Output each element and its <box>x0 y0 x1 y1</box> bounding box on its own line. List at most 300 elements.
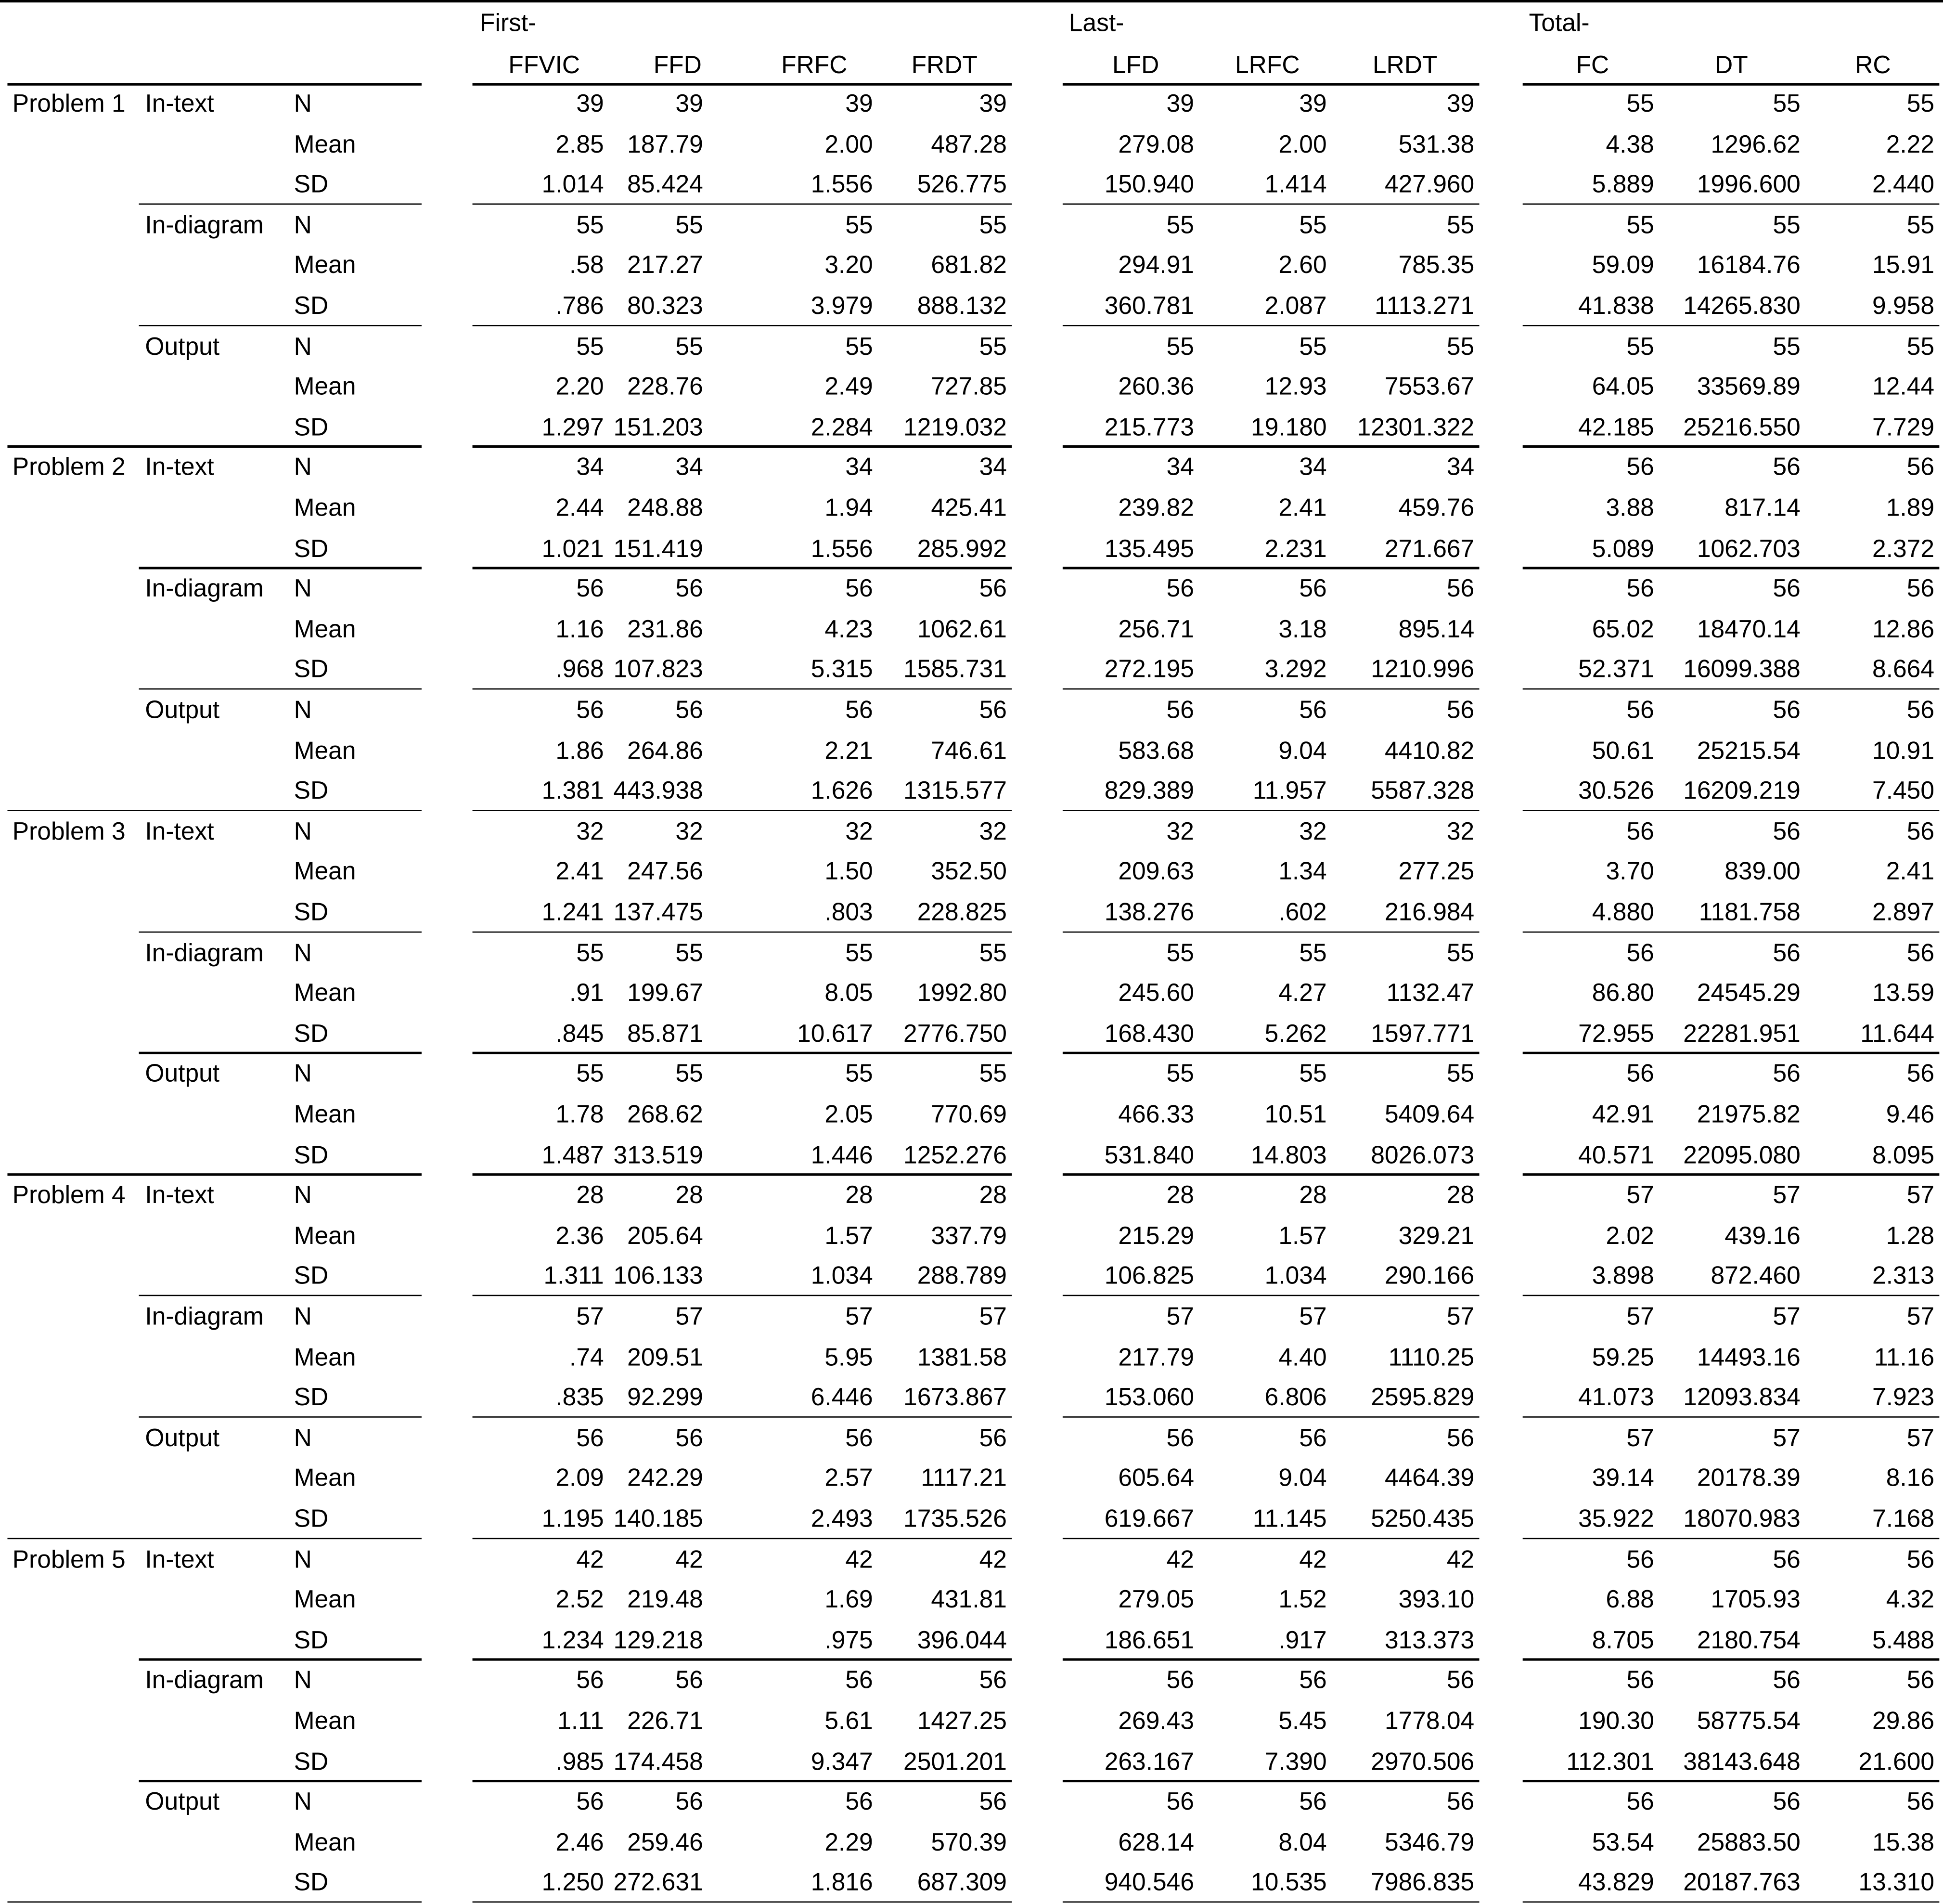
table-cell: 52.371 <box>1578 656 1654 684</box>
table-cell: 34 <box>979 454 1007 482</box>
table-cell: 55 <box>576 333 604 361</box>
table-cell: 2.231 <box>1264 535 1327 563</box>
table-cell: 1.487 <box>541 1141 604 1169</box>
table-cell: 12.93 <box>1264 373 1327 401</box>
table-cell: 151.203 <box>613 414 703 441</box>
table-cell: 55 <box>576 939 604 967</box>
table-cell: 55 <box>1166 333 1194 361</box>
table-cell: 4410.82 <box>1384 737 1475 765</box>
table-cell: 39 <box>675 91 703 118</box>
table-cell: 1585.731 <box>903 656 1007 684</box>
table-cell: 32 <box>845 818 873 846</box>
table-cell: 28 <box>675 1182 703 1210</box>
table-cell: 10.535 <box>1251 1869 1327 1897</box>
table-cell: 1.241 <box>541 899 604 927</box>
table-cell: 137.475 <box>613 899 703 927</box>
table-cell: 2.02 <box>1606 1222 1654 1250</box>
table-cell: 3.70 <box>1606 858 1654 886</box>
table-cell: 260.36 <box>1118 373 1194 401</box>
table-cell: 5409.64 <box>1384 1101 1475 1129</box>
condition-rule <box>1523 931 1940 933</box>
table-cell: 11.957 <box>1252 777 1327 805</box>
table-cell: 2.09 <box>555 1465 604 1493</box>
table-cell: 219.48 <box>627 1586 703 1614</box>
table-cell: 1.50 <box>824 858 873 886</box>
condition-rule <box>473 203 1012 205</box>
table-cell: 41.838 <box>1578 293 1654 320</box>
stat-label: N <box>294 1788 312 1816</box>
table-cell: 2.21 <box>824 737 873 765</box>
table-cell: 5587.328 <box>1371 777 1475 805</box>
condition-rule <box>473 1295 1012 1296</box>
problem-rule <box>1063 1173 1480 1175</box>
table-cell: 12301.322 <box>1357 414 1475 441</box>
condition-rule <box>1063 1780 1480 1782</box>
condition-rule <box>473 1780 1012 1782</box>
table-cell: 56 <box>1906 697 1935 725</box>
table-cell: 56 <box>1446 1667 1475 1695</box>
table-cell: 107.823 <box>613 656 703 684</box>
table-cell: 56 <box>1773 454 1801 482</box>
table-cell: 56 <box>1626 1788 1654 1816</box>
table-cell: 106.133 <box>613 1263 703 1291</box>
table-cell: 39 <box>979 91 1007 118</box>
table-cell: 1252.276 <box>903 1141 1007 1169</box>
table-cell: 1778.04 <box>1384 1708 1475 1736</box>
table-cell: 39 <box>845 91 873 118</box>
problem-rule <box>1063 810 1480 812</box>
stat-label: SD <box>294 899 329 927</box>
table-cell: 186.651 <box>1104 1627 1194 1655</box>
condition-rule <box>473 931 1012 933</box>
table-cell: 15.38 <box>1872 1829 1935 1857</box>
table-cell: 57 <box>1299 1303 1327 1331</box>
table-cell: 13.310 <box>1858 1869 1935 1897</box>
table-cell: 55 <box>675 1061 703 1088</box>
condition-rule <box>139 1780 422 1782</box>
table-cell: 269.43 <box>1118 1708 1194 1736</box>
table-cell: 55 <box>1299 333 1327 361</box>
table-cell: 259.46 <box>627 1829 703 1857</box>
table-cell: 8.05 <box>824 980 873 1008</box>
table-cell: 9.04 <box>1278 737 1327 765</box>
table-cell: 8.664 <box>1872 656 1935 684</box>
table-cell: 2.22 <box>1886 131 1935 158</box>
table-cell: 5.089 <box>1592 535 1654 563</box>
stat-label: SD <box>294 1384 329 1412</box>
table-cell: 57 <box>1626 1425 1654 1452</box>
table-cell: 56 <box>1166 697 1194 725</box>
column-header-fc: FC <box>1576 52 1609 79</box>
table-cell: 1.414 <box>1264 171 1327 199</box>
table-cell: 42.91 <box>1592 1101 1654 1129</box>
table-cell: 1.69 <box>824 1586 873 1614</box>
table-cell: 55 <box>1299 212 1327 239</box>
table-cell: 271.667 <box>1384 535 1475 563</box>
table-cell: 56 <box>1446 1788 1475 1816</box>
condition-label: Output <box>145 1788 220 1816</box>
table-cell: 1.86 <box>555 737 604 765</box>
table-cell: 7553.67 <box>1384 373 1475 401</box>
table-cell: 2.20 <box>555 373 604 401</box>
table-cell: 39 <box>1166 91 1194 118</box>
column-header-ffvic: FFVIC <box>508 52 580 79</box>
stat-label: SD <box>294 1869 329 1897</box>
table-cell: 2776.750 <box>903 1020 1007 1048</box>
table-cell: 55 <box>1906 212 1935 239</box>
table-cell: 199.67 <box>627 980 703 1008</box>
problem-rule <box>7 446 421 448</box>
condition-rule <box>139 324 422 326</box>
table-cell: 53.54 <box>1592 1829 1654 1857</box>
condition-rule <box>473 1052 1012 1054</box>
table-cell: 55 <box>979 212 1007 239</box>
table-cell: 1.89 <box>1886 494 1935 522</box>
table-cell: 57 <box>1773 1182 1801 1210</box>
table-cell: 24545.29 <box>1697 980 1801 1008</box>
table-cell: 35.922 <box>1578 1505 1654 1533</box>
table-cell: 55 <box>845 1061 873 1088</box>
table-cell: 1427.25 <box>917 1708 1007 1736</box>
table-cell: 1110.25 <box>1388 1344 1475 1372</box>
stat-label: SD <box>294 1627 329 1655</box>
stat-label: SD <box>294 414 329 441</box>
table-cell: 56 <box>845 575 873 603</box>
column-header-frfc: FRFC <box>781 52 848 79</box>
table-cell: 56 <box>1906 1546 1935 1574</box>
table-cell: 106.825 <box>1104 1263 1194 1291</box>
condition-rule <box>139 567 422 569</box>
condition-rule <box>1523 1416 1940 1418</box>
table-cell: 56 <box>1166 1425 1194 1452</box>
table-cell: 55 <box>675 939 703 967</box>
stat-label: Mean <box>294 131 356 158</box>
table-cell: 55 <box>1626 212 1654 239</box>
table-cell: 168.430 <box>1104 1020 1194 1048</box>
table-cell: 393.10 <box>1398 1586 1475 1614</box>
condition-label: In-diagram <box>145 1667 264 1695</box>
table-cell: 56 <box>1166 575 1194 603</box>
table-cell: 8.095 <box>1872 1141 1935 1169</box>
table-cell: 10.617 <box>797 1020 873 1048</box>
table-cell: 1.021 <box>541 535 604 563</box>
table-cell: 150.940 <box>1104 171 1194 199</box>
table-cell: 248.88 <box>627 494 703 522</box>
table-cell: 10.91 <box>1872 737 1935 765</box>
table-cell: 39 <box>1299 91 1327 118</box>
table-cell: 40.571 <box>1578 1141 1654 1169</box>
table-cell: 55 <box>1446 939 1475 967</box>
table-cell: 2.41 <box>1886 858 1935 886</box>
column-header-lfd: LFD <box>1112 52 1159 79</box>
table-cell: 55 <box>979 333 1007 361</box>
table-cell: 140.185 <box>613 1505 703 1533</box>
table-cell: 56 <box>1299 1667 1327 1695</box>
table-cell: 360.781 <box>1104 293 1194 320</box>
table-cell: 11.644 <box>1860 1020 1935 1048</box>
table-cell: 56 <box>1166 1788 1194 1816</box>
table-cell: 55 <box>1166 212 1194 239</box>
table-cell: 11.16 <box>1874 1344 1935 1372</box>
table-cell: 1.234 <box>541 1627 604 1655</box>
problem-rule <box>1523 1173 1940 1175</box>
table-cell: 2.46 <box>555 1829 604 1857</box>
header-rule <box>7 83 421 85</box>
table-cell: 4.32 <box>1886 1586 1935 1614</box>
condition-label: In-diagram <box>145 939 264 967</box>
table-cell: 55 <box>979 1061 1007 1088</box>
table-cell: 57 <box>1773 1425 1801 1452</box>
table-cell: 2501.201 <box>903 1748 1007 1776</box>
table-cell: 337.79 <box>931 1222 1007 1250</box>
table-cell: 55 <box>845 333 873 361</box>
table-cell: 5.45 <box>1278 1708 1327 1736</box>
table-cell: 785.35 <box>1398 252 1475 280</box>
condition-rule <box>1063 1658 1480 1660</box>
table-cell: 22281.951 <box>1683 1020 1801 1048</box>
table-cell: 216.984 <box>1384 899 1475 927</box>
table-cell: 38143.648 <box>1683 1748 1801 1776</box>
table-cell: 5.95 <box>824 1344 873 1372</box>
table-cell: 92.299 <box>627 1384 703 1412</box>
table-cell: .845 <box>555 1020 604 1048</box>
table-cell: 72.955 <box>1578 1020 1654 1048</box>
condition-rule <box>1063 1416 1480 1418</box>
table-cell: 1.11 <box>557 1708 604 1736</box>
table-cell: 215.29 <box>1118 1222 1194 1250</box>
table-cell: 1.250 <box>541 1869 604 1897</box>
table-cell: 277.25 <box>1398 858 1475 886</box>
table-cell: 487.28 <box>931 131 1007 158</box>
table-cell: 56 <box>1773 818 1801 846</box>
table-cell: 7.923 <box>1872 1384 1935 1412</box>
condition-rule <box>1063 1295 1480 1296</box>
problem-rule <box>7 810 421 812</box>
table-cell: 56 <box>979 697 1007 725</box>
table-cell: 2595.829 <box>1371 1384 1475 1412</box>
table-cell: 56 <box>1906 818 1935 846</box>
table-cell: 2.897 <box>1872 899 1935 927</box>
condition-rule <box>139 931 422 933</box>
table-cell: 2.05 <box>824 1101 873 1129</box>
table-cell: 7.168 <box>1872 1505 1935 1533</box>
condition-rule <box>139 1416 422 1418</box>
table-cell: 14493.16 <box>1697 1344 1801 1372</box>
table-cell: 56 <box>1773 575 1801 603</box>
table-cell: 1597.771 <box>1371 1020 1475 1048</box>
problem-rule <box>1523 446 1940 448</box>
stat-label: Mean <box>294 1586 356 1614</box>
table-cell: 1.297 <box>541 414 604 441</box>
table-cell: 86.80 <box>1592 980 1654 1008</box>
table-cell: 247.56 <box>627 858 703 886</box>
stat-label: N <box>294 91 312 118</box>
table-cell: 2970.506 <box>1371 1748 1475 1776</box>
table-cell: 34 <box>576 454 604 482</box>
table-cell: 1.311 <box>543 1263 604 1291</box>
table-cell: 9.46 <box>1886 1101 1935 1129</box>
problem-rule <box>1063 446 1480 448</box>
table-cell: 288.789 <box>917 1263 1007 1291</box>
table-cell: 56 <box>1773 939 1801 967</box>
table-cell: 42 <box>1299 1546 1327 1574</box>
problem-rule <box>473 810 1012 812</box>
table-cell: 56 <box>845 697 873 725</box>
stat-label: SD <box>294 1020 329 1048</box>
table-cell: 2.087 <box>1264 293 1327 320</box>
table-cell: 228.76 <box>627 373 703 401</box>
table-cell: 2.372 <box>1872 535 1935 563</box>
table-cell: 28 <box>1299 1182 1327 1210</box>
table-cell: 56 <box>1906 454 1935 482</box>
table-cell: 8.705 <box>1592 1627 1654 1655</box>
table-cell: 57 <box>845 1303 873 1331</box>
table-cell: 1.816 <box>811 1869 873 1897</box>
table-cell: 256.71 <box>1118 616 1194 644</box>
table-cell: 19.180 <box>1251 414 1327 441</box>
table-cell: 56 <box>675 1667 703 1695</box>
table-cell: 1.34 <box>1278 858 1327 886</box>
group-header: Total- <box>1529 10 1590 38</box>
table-top-rule <box>0 0 1943 2</box>
stat-label: Mean <box>294 737 356 765</box>
table-cell: 14265.830 <box>1683 293 1801 320</box>
table-cell: 1117.21 <box>921 1465 1007 1493</box>
table-cell: 1.034 <box>1264 1263 1327 1291</box>
table-cell: 57 <box>1626 1303 1654 1331</box>
stat-label: N <box>294 818 312 846</box>
table-cell: .786 <box>555 293 604 320</box>
table-cell: 8.16 <box>1886 1465 1935 1493</box>
group-header: First- <box>480 10 537 38</box>
table-cell: 1.556 <box>811 171 873 199</box>
stat-label: Mean <box>294 1465 356 1493</box>
condition-rule <box>1523 567 1940 569</box>
table-cell: 7986.835 <box>1371 1869 1475 1897</box>
condition-label: Output <box>145 333 220 361</box>
table-cell: 9.347 <box>811 1748 873 1776</box>
table-cell: 1.381 <box>541 777 604 805</box>
condition-label: Output <box>145 1425 220 1452</box>
condition-label: In-text <box>145 454 214 482</box>
table-cell: .968 <box>555 656 604 684</box>
table-cell: 190.30 <box>1578 1708 1654 1736</box>
table-cell: 41.073 <box>1578 1384 1654 1412</box>
condition-rule <box>473 688 1012 690</box>
table-cell: 34 <box>1166 454 1194 482</box>
problem-rule <box>1523 1537 1940 1539</box>
stat-label: SD <box>294 535 329 563</box>
table-cell: 25215.54 <box>1697 737 1801 765</box>
table-cell: 138.276 <box>1104 899 1194 927</box>
table-cell: 56 <box>675 1788 703 1816</box>
table-cell: 3.292 <box>1264 656 1327 684</box>
table-cell: 32 <box>1166 818 1194 846</box>
table-cell: 2.313 <box>1872 1263 1935 1291</box>
stat-label: SD <box>294 1748 329 1776</box>
condition-label: Output <box>145 697 220 725</box>
table-cell: 30.526 <box>1578 777 1654 805</box>
condition-label: In-diagram <box>145 212 264 239</box>
table-cell: 57 <box>1906 1425 1935 1452</box>
table-cell: 57 <box>1166 1303 1194 1331</box>
condition-label: In-diagram <box>145 1303 264 1331</box>
table-cell: 56 <box>1626 697 1654 725</box>
stat-label: SD <box>294 777 329 805</box>
table-cell: 56 <box>576 697 604 725</box>
column-header-ffd: FFD <box>653 52 702 79</box>
table-cell: 56 <box>576 1667 604 1695</box>
table-cell: 42 <box>576 1546 604 1574</box>
table-cell: 329.21 <box>1398 1222 1475 1250</box>
table-cell: 770.69 <box>931 1101 1007 1129</box>
table-cell: .917 <box>1278 1627 1327 1655</box>
table-cell: 7.729 <box>1872 414 1935 441</box>
table-cell: 2.52 <box>555 1586 604 1614</box>
header-rule <box>1063 83 1480 85</box>
problem-label: Problem 1 <box>12 91 126 118</box>
table-cell: 56 <box>1626 1061 1654 1088</box>
table-cell: 25883.50 <box>1697 1829 1801 1857</box>
table-cell: 570.39 <box>931 1829 1007 1857</box>
table-cell: 245.60 <box>1118 980 1194 1008</box>
table-cell: 531.840 <box>1104 1141 1194 1169</box>
stat-label: N <box>294 575 312 603</box>
table-cell: 239.82 <box>1118 494 1194 522</box>
table-cell: 32 <box>576 818 604 846</box>
table-cell: 2.493 <box>811 1505 873 1533</box>
table-cell: 55 <box>1906 333 1935 361</box>
table-cell: 21.600 <box>1858 1748 1935 1776</box>
table-cell: 1.556 <box>811 535 873 563</box>
table-cell: 2.85 <box>555 131 604 158</box>
table-cell: 135.495 <box>1104 535 1194 563</box>
table-cell: 56 <box>1906 939 1935 967</box>
table-cell: 56 <box>1773 1788 1801 1816</box>
table-cell: 1.626 <box>811 777 873 805</box>
condition-label: In-text <box>145 1182 214 1210</box>
table-cell: 18070.983 <box>1683 1505 1801 1533</box>
stat-label: Mean <box>294 252 356 280</box>
table-cell: 1062.61 <box>917 616 1007 644</box>
problem-rule <box>1063 1901 1480 1903</box>
table-cell: 1113.271 <box>1374 293 1475 320</box>
stat-label: Mean <box>294 980 356 1008</box>
stat-label: Mean <box>294 858 356 886</box>
table-cell: 285.992 <box>917 535 1007 563</box>
table-cell: 56 <box>979 1667 1007 1695</box>
table-cell: 279.05 <box>1118 1586 1194 1614</box>
table-cell: 42 <box>1166 1546 1194 1574</box>
table-cell: 4464.39 <box>1384 1465 1475 1493</box>
table-cell: 25216.550 <box>1683 414 1801 441</box>
table-cell: 5.889 <box>1592 171 1654 199</box>
table-cell: 1.28 <box>1886 1222 1935 1250</box>
stat-label: N <box>294 1546 312 1574</box>
condition-rule <box>1063 567 1480 569</box>
table-cell: 33569.89 <box>1697 373 1801 401</box>
condition-rule <box>139 1052 422 1054</box>
table-cell: 2.36 <box>555 1222 604 1250</box>
table-cell: 55 <box>979 939 1007 967</box>
table-cell: 56 <box>675 575 703 603</box>
condition-rule <box>1063 1052 1480 1054</box>
table-cell: 39 <box>1446 91 1475 118</box>
table-cell: 56 <box>1626 1667 1654 1695</box>
table-cell: 56 <box>1626 454 1654 482</box>
condition-label: Output <box>145 1061 220 1088</box>
table-cell: .58 <box>569 252 604 280</box>
